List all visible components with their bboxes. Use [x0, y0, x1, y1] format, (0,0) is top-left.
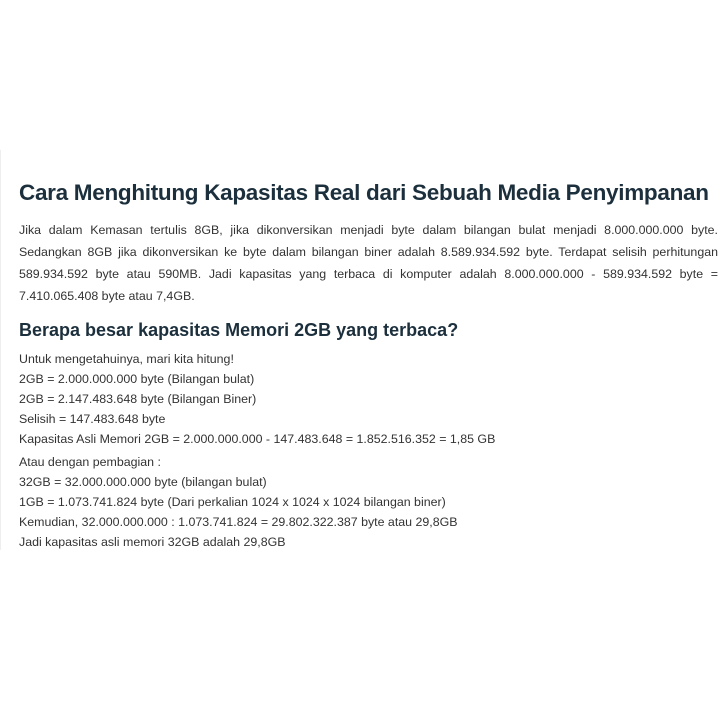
division-line: 32GB = 32.000.000.000 byte (bilangan bulat) [19, 475, 267, 489]
calc-line: 2GB = 2.147.483.648 byte (Bilangan Biner) [19, 392, 257, 406]
calc-line: Kapasitas Asli Memori 2GB = 2.000.000.000 - 147.483.648 = 1.852.516.352 = 1,85 GB [19, 432, 496, 446]
division-line: Kemudian, 32.000.000.000 : 1.073.741.824 = 29.802.322.387 byte atau 29,8GB [19, 515, 458, 529]
calc-line: 2GB = 2.000.000.000 byte (Bilangan bulat) [19, 372, 255, 386]
intro-paragraph: Jika dalam Kemasan tertulis 8GB, jika dikonversikan menjadi byte dalam bilangan bulat menjadi 8.000.000.000 byte. Sedangkan 8GB jika dikonversikan ke byte dalam bilangan biner adalah 8.589.934.592 byte. Terdapat selisih perhitungan 589.934.592 byte atau 590MB. Jadi kapasitas yang terbaca di komputer adalah 8.000.000.000 - 589.934.592 byte = 7.410.065.408 byte atau 7,4GB. [19, 223, 718, 303]
section-subtitle: Berapa besar kapasitas Memori 2GB yang terbaca? [19, 320, 459, 340]
article-title: Cara Menghitung Kapasitas Real dari Sebuah Media Penyimpanan [19, 180, 709, 205]
division-line: Jadi kapasitas asli memori 32GB adalah 29,8GB [19, 535, 286, 549]
calculation-block [19, 349, 718, 449]
left-border [0, 150, 1, 550]
division-line: 1GB = 1.073.741.824 byte (Dari perkalian 1024 x 1024 x 1024 bilangan biner) [19, 495, 446, 509]
calc-line: Selisih = 147.483.648 byte [19, 412, 166, 426]
article [19, 177, 718, 552]
calc-line: Untuk mengetahuinya, mari kita hitung! [19, 352, 234, 366]
division-block [19, 452, 718, 552]
division-line: Atau dengan pembagian : [19, 455, 161, 469]
